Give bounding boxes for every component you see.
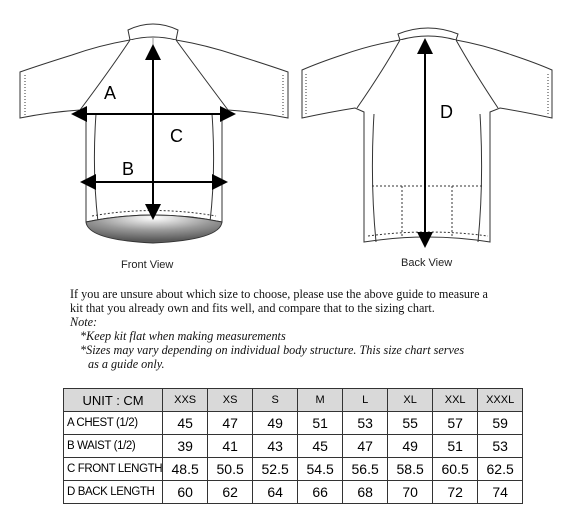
table-cell: 55: [388, 412, 433, 435]
table-cell: 47: [208, 412, 253, 435]
row-label: B WAIST (1/2): [64, 435, 163, 458]
table-cell: 47: [343, 435, 388, 458]
size-header: L: [343, 389, 388, 412]
table-cell: 49: [388, 435, 433, 458]
guide-item-2: *Sizes may vary depending on individual body structure. This size chart serves: [80, 343, 465, 357]
table-cell: 59: [478, 412, 523, 435]
table-cell: 51: [298, 412, 343, 435]
table-cell: 56.5: [343, 458, 388, 481]
table-cell: 66: [298, 481, 343, 504]
guide-note: Note:: [70, 315, 98, 329]
table-cell: 64: [253, 481, 298, 504]
hem-gripper: [86, 215, 222, 243]
table-cell: 62: [208, 481, 253, 504]
table-cell: 58.5: [388, 458, 433, 481]
table-row: [64, 481, 523, 504]
table-row: [64, 458, 523, 481]
table-cell: 53: [478, 435, 523, 458]
table-cell: 54.5: [298, 458, 343, 481]
table-cell: 52.5: [253, 458, 298, 481]
table-cell: 39: [163, 435, 208, 458]
table-row: [64, 435, 523, 458]
size-header: XXS: [163, 389, 208, 412]
measurement-guide: [70, 287, 550, 371]
guide-item-1: *Keep kit flat when making measurements: [80, 329, 286, 343]
table-cell: 41: [208, 435, 253, 458]
label-a: A: [104, 83, 117, 103]
table-cell: 60: [163, 481, 208, 504]
back-view-caption: Back View: [401, 257, 453, 269]
guide-line-1: If you are unsure about which size to choose, please use the above guide to measure a: [70, 287, 488, 301]
table-cell: 53: [343, 412, 388, 435]
table-header-row: [64, 389, 523, 412]
size-header: XS: [208, 389, 253, 412]
row-label: A CHEST (1/2): [64, 412, 163, 435]
table-cell: 68: [343, 481, 388, 504]
row-label: C FRONT LENGTH: [64, 458, 163, 481]
label-b: B: [122, 159, 135, 179]
table-cell: 45: [298, 435, 343, 458]
size-header: XXXL: [478, 389, 523, 412]
guide-item-2-cont: as a guide only.: [88, 357, 165, 371]
back-jersey: [302, 28, 552, 242]
label-c: C: [170, 126, 183, 146]
table-cell: 62.5: [478, 458, 523, 481]
size-chart-table: [63, 388, 523, 504]
unit-header: UNIT : CM: [64, 389, 163, 412]
label-d: D: [440, 102, 453, 122]
table-cell: 57: [433, 412, 478, 435]
table-row: [64, 412, 523, 435]
size-header: XXL: [433, 389, 478, 412]
size-header: S: [253, 389, 298, 412]
table-cell: 45: [163, 412, 208, 435]
front-view-caption: Front View: [121, 259, 174, 271]
guide-line-2: kit that you already own and fits well, and compare that to the sizing chart.: [70, 301, 435, 315]
table-cell: 43: [253, 435, 298, 458]
table-cell: 49: [253, 412, 298, 435]
table-cell: 70: [388, 481, 433, 504]
table-cell: 60.5: [433, 458, 478, 481]
table-cell: 74: [478, 481, 523, 504]
table-cell: 48.5: [163, 458, 208, 481]
table-cell: 50.5: [208, 458, 253, 481]
size-header: XL: [388, 389, 433, 412]
table-cell: 72: [433, 481, 478, 504]
table-cell: 51: [433, 435, 478, 458]
size-header: M: [298, 389, 343, 412]
row-label: D BACK LENGTH: [64, 481, 163, 504]
